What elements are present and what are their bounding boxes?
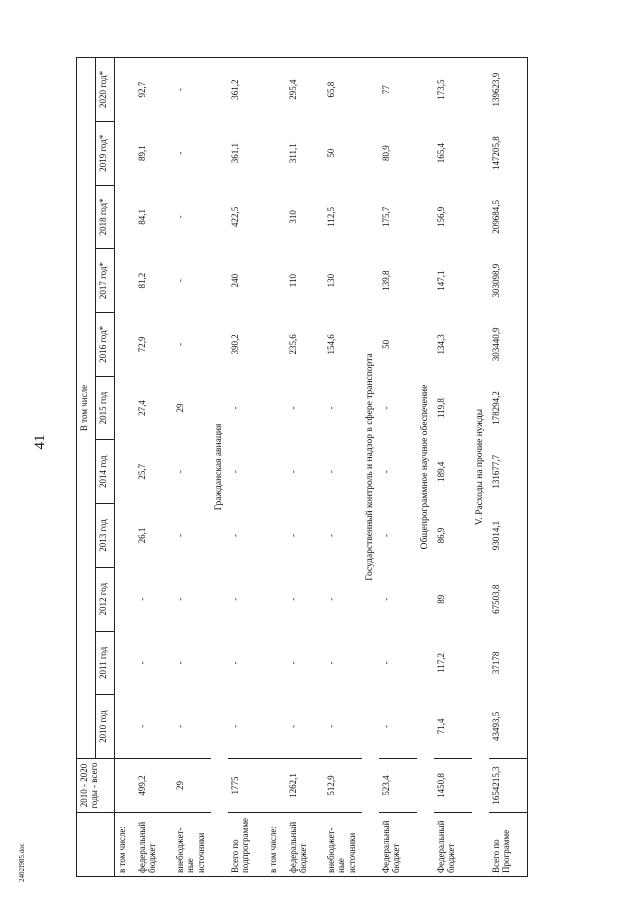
cell-value: - (229, 661, 240, 665)
header-year: 2020 год* (96, 58, 115, 122)
cell-value: - (380, 533, 391, 537)
cell-value: 50 (325, 148, 336, 158)
cell-value: 209684,5 (489, 185, 528, 249)
row-total (266, 759, 286, 813)
row-total: 1775 (228, 759, 266, 813)
header-year: 2013 год (96, 504, 115, 568)
cell-value: 154,6 (325, 334, 336, 355)
cell-value: - (175, 279, 185, 283)
header-year: 2011 год (96, 631, 115, 695)
row-label: федеральный бюджет (135, 813, 173, 877)
cell-value: 29 (175, 403, 185, 413)
table-row (434, 58, 472, 877)
cell-value: - (175, 724, 185, 728)
cell-value: 361,1 (229, 143, 240, 164)
header-year: 2014 год (96, 440, 115, 504)
row-total: 29 (173, 759, 211, 813)
cell-value: 26,1 (137, 527, 147, 544)
cell-value: 86,9 (435, 527, 446, 544)
table-row (324, 58, 362, 877)
cell-value (115, 631, 136, 695)
header-year: 2016 год* (96, 312, 115, 376)
cell-value: 110 (287, 274, 298, 288)
row-label: Всего по подпрограмме (228, 813, 266, 877)
row-total: 523,4 (379, 759, 417, 813)
cell-value: - (325, 470, 336, 474)
cell-value: - (287, 533, 298, 537)
row-total: 499,2 (135, 759, 173, 813)
cell-value: 295,4 (286, 58, 324, 122)
header-year: 2015 год (96, 376, 115, 440)
cell-value: - (380, 661, 391, 665)
cell-value: 131677,7 (489, 440, 528, 504)
cell-value: 72,9 (137, 336, 147, 353)
cell-value: 303440,9 (489, 312, 528, 376)
cell-value: 361,2 (228, 58, 266, 122)
row-total: 1654215,3 (489, 759, 528, 813)
table-row (228, 58, 266, 877)
cell-value: - (175, 215, 185, 219)
cell-value: - (175, 597, 185, 601)
cell-value: - (325, 597, 336, 601)
cell-value: - (380, 470, 391, 474)
cell-value: - (175, 533, 185, 537)
cell-value: 25,7 (137, 463, 147, 480)
cell-value: 67503,8 (489, 567, 528, 631)
cell-value (115, 185, 136, 249)
row-label: Федеральный бюджет (379, 813, 417, 877)
header-blank (77, 813, 115, 877)
cell-value: 130 (325, 273, 336, 288)
cell-value: - (380, 724, 391, 728)
row-label: в том числе: (266, 813, 286, 877)
cell-value: 303098,9 (489, 249, 528, 313)
cell-value: - (380, 597, 391, 601)
table-row (379, 58, 417, 877)
cell-value: 165,4 (435, 143, 446, 164)
cell-value: - (287, 597, 298, 601)
cell-value (266, 249, 286, 313)
row-label: Всего по Программе (489, 813, 528, 877)
cell-value: - (137, 597, 147, 601)
cell-value: - (175, 342, 185, 346)
cell-value (115, 440, 136, 504)
row-label: в том числе: (115, 813, 136, 877)
cell-value: - (380, 406, 391, 410)
cell-value: - (287, 661, 298, 665)
cell-value: - (175, 151, 185, 155)
cell-value: 147,1 (435, 270, 446, 291)
cell-value: 147205,8 (489, 121, 528, 185)
cell-value: 178294,2 (489, 376, 528, 440)
cell-value (115, 312, 136, 376)
cell-value: 311,1 (287, 143, 298, 164)
table-row (489, 58, 528, 877)
cell-value: - (325, 533, 336, 537)
cell-value: 81,2 (137, 272, 147, 289)
table-row (286, 58, 324, 877)
table-row (266, 58, 286, 877)
cell-value: 134,3 (435, 334, 446, 355)
cell-value: 92,7 (135, 58, 173, 122)
section-title: V. Расходы на прочие нужды (472, 58, 489, 877)
row-label: Федеральный бюджет (434, 813, 472, 877)
cell-value: - (287, 406, 298, 410)
cell-value: 119,8 (435, 398, 446, 419)
cell-value: 84,1 (137, 209, 147, 225)
cell-value (266, 121, 286, 185)
cell-value: - (287, 724, 298, 728)
row-total: 512,9 (324, 759, 362, 813)
cell-value (266, 312, 286, 376)
header-year: 2018 год* (96, 185, 115, 249)
cell-value: 156,9 (435, 206, 446, 228)
section-title: Общепрограммное научное обеспечение (417, 58, 434, 877)
cell-value: 93014,1 (489, 504, 528, 568)
row-total: 1450,8 (434, 759, 472, 813)
cell-value: 390,2 (229, 334, 240, 355)
cell-value: - (325, 724, 336, 728)
table-row (115, 58, 136, 877)
cell-value: 77 (379, 58, 417, 122)
cell-value: 89 (435, 594, 446, 604)
cell-value: - (229, 724, 240, 728)
table-row (173, 58, 211, 877)
header-year: 2017 год* (96, 249, 115, 313)
cell-value: 189,4 (435, 461, 446, 482)
cell-value: - (229, 470, 240, 474)
cell-value: 173,5 (434, 58, 472, 122)
cell-value: 175,7 (380, 206, 391, 228)
table-row (135, 58, 173, 877)
cell-value (115, 376, 136, 440)
cell-value (115, 58, 136, 122)
cell-value (266, 376, 286, 440)
section-title: Гражданская авиация (211, 58, 228, 877)
cell-value: 422,5 (229, 206, 240, 228)
cell-value: 310 (287, 210, 298, 224)
cell-value: 50 (380, 339, 391, 349)
cell-value: - (325, 661, 336, 665)
cell-value: 139623,9 (489, 58, 528, 122)
cell-value: 112,5 (325, 206, 336, 227)
cell-value: 27,4 (137, 400, 147, 416)
footer-file: 2402I985.doc (18, 843, 26, 882)
cell-value (266, 695, 286, 759)
row-label: внебюджет-ные источники (324, 813, 362, 877)
header-year: 2010 год (96, 695, 115, 759)
cell-value (266, 567, 286, 631)
cell-value: 43493,5 (489, 695, 528, 759)
section-title: Государственный контроль и надзор в сфере транспорта (362, 58, 379, 877)
cell-value: - (173, 58, 211, 122)
cell-value: - (229, 533, 240, 537)
cell-value: 89,1 (137, 145, 147, 162)
cell-value (115, 504, 136, 568)
header-group: В том числе (77, 58, 96, 759)
cell-value: 117,2 (435, 652, 446, 673)
cell-value: 71,4 (435, 718, 446, 735)
page-number: 41 (32, 434, 48, 450)
cell-value (266, 504, 286, 568)
cell-value: - (229, 597, 240, 601)
header-year: 2019 год* (96, 121, 115, 185)
budget-table-sheet (76, 57, 596, 877)
row-label: федеральный бюджет (286, 813, 324, 877)
cell-value: - (325, 406, 336, 410)
header-year: 2012 год (96, 567, 115, 631)
cell-value: - (229, 406, 240, 410)
cell-value: - (137, 661, 147, 665)
cell-value (115, 249, 136, 313)
cell-value: 65,8 (324, 58, 362, 122)
cell-value (266, 631, 286, 695)
cell-value: - (175, 470, 185, 474)
cell-value: 235,6 (287, 334, 298, 355)
budget-table (76, 57, 528, 877)
header-total: 2010 - 2020 годы - всего (77, 759, 115, 813)
cell-value (115, 567, 136, 631)
cell-value: - (287, 470, 298, 474)
cell-value (266, 440, 286, 504)
cell-value: - (137, 724, 147, 728)
cell-value: 80,9 (380, 145, 391, 162)
row-total: 1262,1 (286, 759, 324, 813)
row-label: внебюджет-ные источники (173, 813, 211, 877)
cell-value (266, 58, 286, 122)
cell-value (115, 121, 136, 185)
cell-value: - (175, 661, 185, 665)
cell-value: 37178 (489, 631, 528, 695)
cell-value (266, 185, 286, 249)
cell-value: 240 (229, 273, 240, 288)
cell-value (115, 695, 136, 759)
cell-value: 139,8 (380, 270, 391, 291)
row-total (115, 759, 136, 813)
